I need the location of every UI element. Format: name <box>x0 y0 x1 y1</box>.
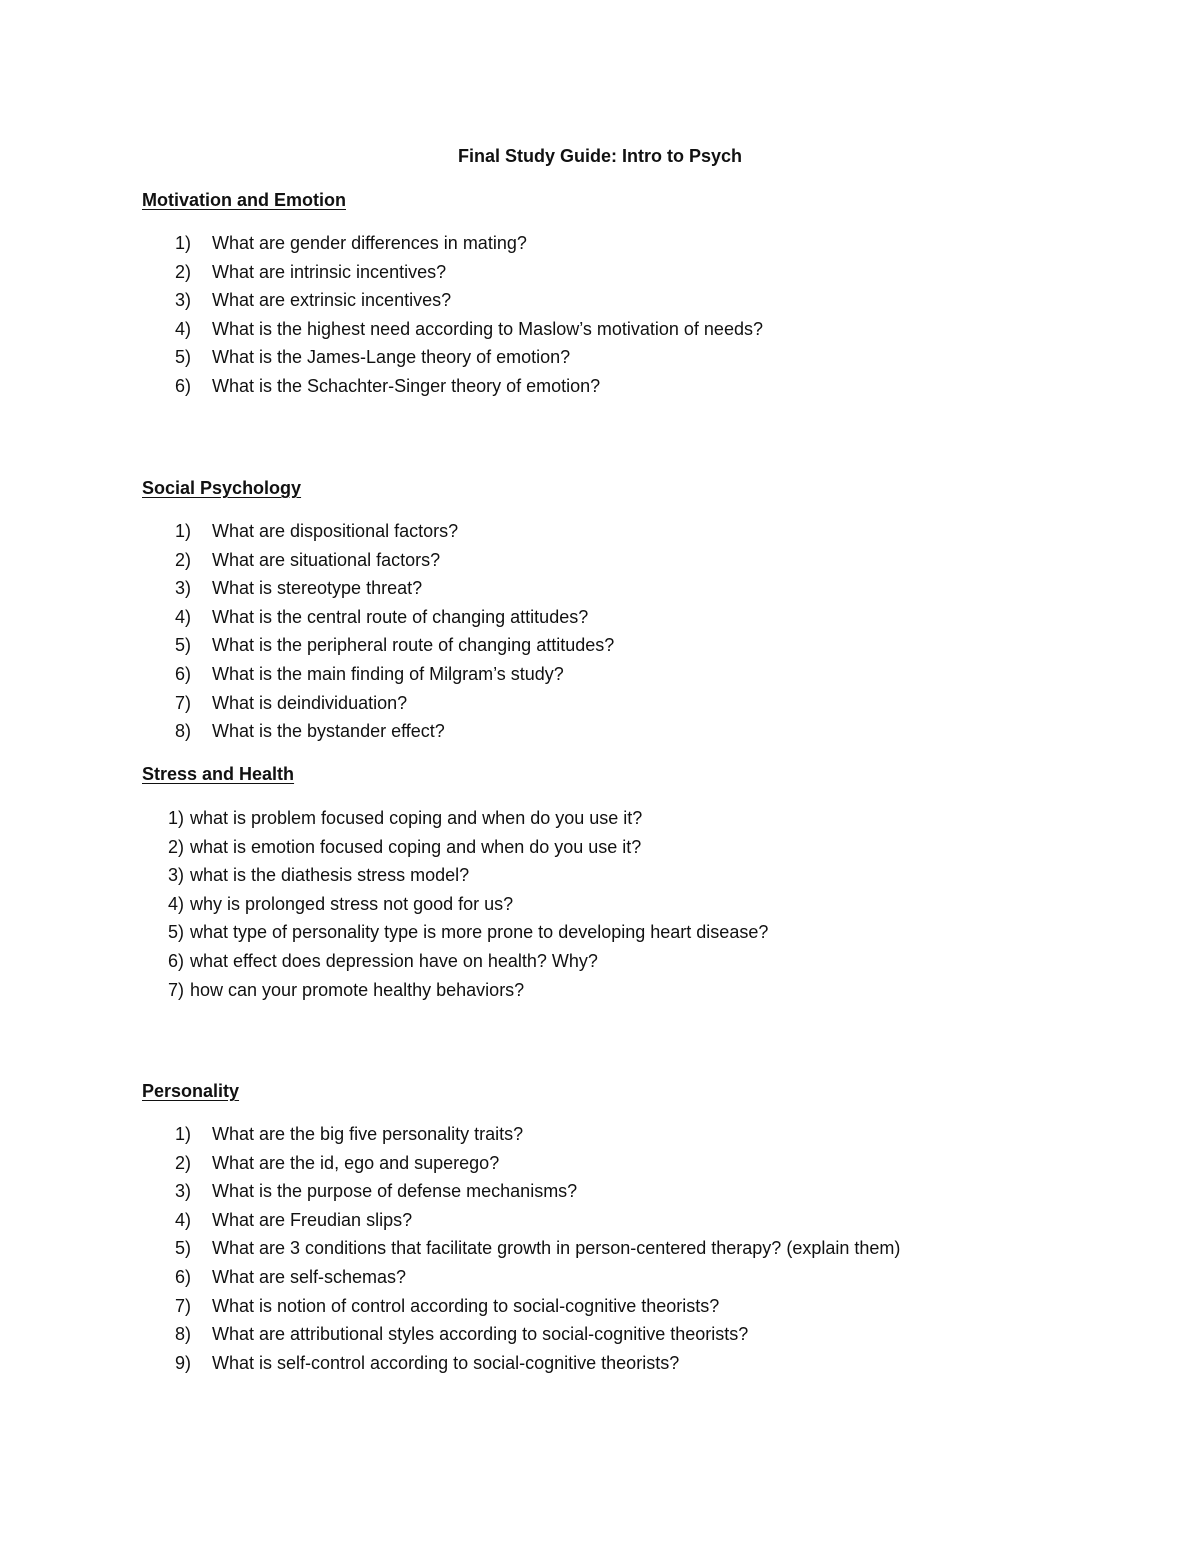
item-number: 4) <box>175 606 192 627</box>
item-number: 2) <box>175 261 192 282</box>
item-number: 6) <box>168 950 185 971</box>
item-number: 5) <box>168 922 185 943</box>
question-text: what is emotion focused coping and when do you use it? <box>190 836 642 857</box>
item-number: 3) <box>175 578 192 599</box>
item-number: 2) <box>175 1152 192 1173</box>
question-text: what type of personality type is more prone to developing heart disease? <box>190 922 769 943</box>
question-text: What is the Schachter-Singer theory of emotion? <box>212 375 601 396</box>
question-text: What is deindividuation? <box>212 692 408 713</box>
question-text: What are self-schemas? <box>212 1266 407 1287</box>
item-number: 7) <box>175 692 192 713</box>
item-number: 3) <box>175 290 192 311</box>
question-text: What are Freudian slips? <box>212 1209 413 1230</box>
document-title: Final Study Guide: Intro to Psych <box>457 146 743 166</box>
question-text: What are gender differences in mating? <box>212 233 527 253</box>
item-number: 8) <box>175 721 192 742</box>
item-number: 6) <box>175 1266 192 1287</box>
question-text: What is notion of control according to social-cognitive theorists? <box>212 1295 720 1316</box>
question-text: what effect does depression have on health? Why? <box>190 950 598 971</box>
question-text: What is the James-Lange theory of emotion? <box>212 347 571 368</box>
question-text: how can your promote healthy behaviors? <box>190 979 525 1000</box>
question-text: What is self-control according to social-cognitive theorists? <box>212 1352 680 1373</box>
question-text: What is the purpose of defense mechanisms? <box>212 1181 578 1202</box>
question-text: What are dispositional factors? <box>212 521 459 541</box>
question-text: What are extrinsic incentives? <box>212 290 452 311</box>
item-number: 4) <box>175 318 192 339</box>
section-heading-motivation-emotion: Motivation and Emotion <box>142 190 346 210</box>
item-number: 3) <box>168 865 185 886</box>
item-number: 9) <box>175 1352 192 1373</box>
section-heading-stress-health: Stress and Health <box>142 764 295 784</box>
question-text: What are the big five personality traits? <box>212 1124 524 1144</box>
question-text: What is stereotype threat? <box>212 578 423 599</box>
section-heading-personality: Personality <box>142 1081 240 1101</box>
item-number: 2) <box>175 549 192 570</box>
question-text: What are the id, ego and superego? <box>212 1152 500 1173</box>
question-text: What are 3 conditions that facilitate growth in person-centered therapy? (explain them) <box>212 1238 901 1259</box>
item-number: 1) <box>175 521 192 541</box>
item-number: 7) <box>168 979 185 1000</box>
item-number: 5) <box>175 1238 192 1259</box>
question-text: what is the diathesis stress model? <box>190 865 470 886</box>
question-text: why is prolonged stress not good for us? <box>190 893 514 914</box>
item-number: 5) <box>175 347 192 368</box>
item-number: 6) <box>175 663 192 684</box>
question-text: What are situational factors? <box>212 549 441 570</box>
question-text: What is the peripheral route of changing attitudes? <box>212 635 615 656</box>
item-number: 6) <box>175 375 192 396</box>
question-text: what is problem focused coping and when do you use it? <box>190 808 643 828</box>
section-heading-social-psychology: Social Psychology <box>142 478 302 498</box>
item-number: 7) <box>175 1295 192 1316</box>
item-number: 1) <box>175 1124 192 1144</box>
item-number: 2) <box>168 836 185 857</box>
item-number: 1) <box>175 233 192 253</box>
item-number: 4) <box>168 893 185 914</box>
question-text: What are attributional styles according to social-cognitive theorists? <box>212 1324 749 1345</box>
question-text: What is the bystander effect? <box>212 721 445 742</box>
item-number: 8) <box>175 1324 192 1345</box>
question-text: What are intrinsic incentives? <box>212 261 447 282</box>
item-number: 3) <box>175 1181 192 1202</box>
question-text: What is the main finding of Milgram’s study? <box>212 663 564 684</box>
question-text: What is the highest need according to Maslow’s motivation of needs? <box>212 318 763 339</box>
item-number: 5) <box>175 635 192 656</box>
item-number: 1) <box>168 808 185 828</box>
item-number: 4) <box>175 1209 192 1230</box>
question-text: What is the central route of changing attitudes? <box>212 606 589 627</box>
